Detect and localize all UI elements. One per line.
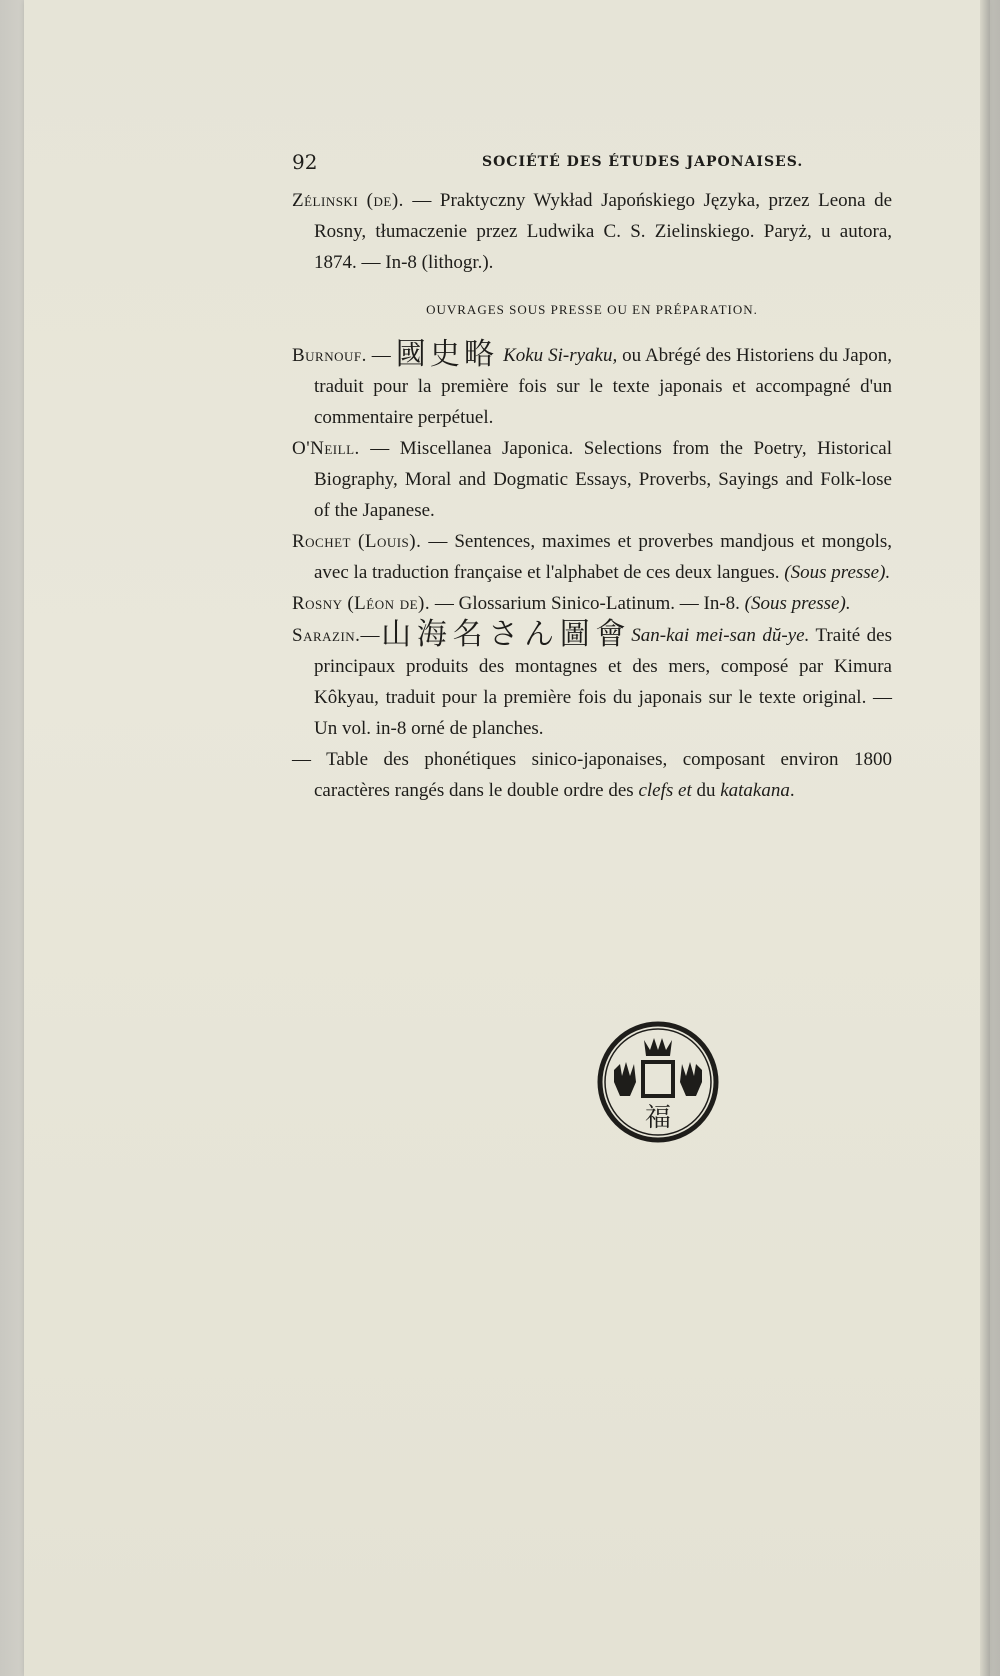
entry-sarazin	[292, 619, 892, 744]
entry-zelinski	[292, 185, 892, 278]
entry-cjk-title: 國史略	[395, 337, 499, 372]
seal-stamp-icon	[596, 1020, 720, 1144]
page-number: 92	[292, 150, 318, 174]
entry-rosny	[292, 588, 892, 619]
entry-oneill	[292, 433, 892, 526]
entry-romanized-title: Koku Si-ryaku,	[498, 345, 618, 366]
running-title: SOCIÉTÉ DES ÉTUDES JAPONAISES.	[482, 154, 804, 170]
page-edge	[980, 0, 990, 1676]
entry-author: Zélinski	[292, 190, 359, 211]
entry-status: (Sous presse).	[744, 593, 851, 614]
entry-romanized-title: San-kai mei-san dŭ-ye.	[631, 625, 810, 646]
entry-author: Burnouf.	[292, 345, 367, 366]
entry-text: — Glossarium Sinico-Latinum. — In-8.	[430, 593, 740, 614]
entry-text: — Sentences, maximes et proverbes mandjous et mongols, avec la traduction française et l'alphabet de ces deux langues.	[314, 531, 893, 583]
entry-author-suffix: (Léon de).	[347, 593, 431, 614]
entry-cjk-title: 山海名さん圖會	[379, 617, 632, 652]
entry-author: O'Neill.	[292, 438, 360, 459]
entry-italic-2: katakana	[720, 780, 790, 801]
running-head	[292, 150, 852, 178]
seal-character: 福	[644, 1103, 672, 1133]
entry-text: — Miscellanea Japonica. Selections from the Poetry, Historical Biography, Moral and Dogmatic Essays, Proverbs, Sayings and Folk-lose of the Japanese.	[314, 438, 892, 521]
entry-author-suffix: (de).	[366, 190, 404, 211]
entry-table-phonetiques	[292, 744, 892, 806]
entry-text: Traité des principaux produits des montagnes et des mers, composé par Kimura Kôkyau, traduit pour la première fois du japonais sur le texte original. — Un vol. in-8 orné de planches.	[314, 625, 892, 739]
book-page	[24, 0, 984, 1676]
entry-author: Rosny	[292, 593, 343, 614]
entry-rochet	[292, 526, 892, 588]
entry-dash: —	[366, 345, 396, 366]
entry-text: — Praktyczny Wykład Japońskiego Języka, przez Leona de Rosny, tłumaczenie przez Ludwika C. S. Zielinskiego. Paryż, u autora, 1874. — In-8 (lithogr.).	[314, 190, 893, 273]
entry-dash: —	[360, 625, 380, 646]
text-block	[292, 185, 892, 806]
section-heading: OUVRAGES SOUS PRESSE OU EN PRÉPARATION.	[426, 302, 758, 317]
entry-burnouf	[292, 339, 892, 433]
entry-text-2: du	[691, 780, 721, 801]
entry-text: ou Abrégé des Historiens du Japon, traduit pour la première fois sur le texte japonais et accompagné d'un commentaire perpétuel.	[314, 345, 892, 428]
entry-status: (Sous presse).	[784, 562, 891, 583]
entry-text-3: .	[789, 780, 795, 801]
entry-text: — Table des phonétiques sinico-japonaises, composant environ 1800 caractères rangés dans le double ordre des	[292, 749, 892, 801]
entry-italic: clefs et	[638, 780, 692, 801]
entry-author: Sarazin.	[292, 625, 361, 646]
entry-author: Rochet	[292, 531, 352, 552]
entry-author-suffix: (Louis).	[358, 531, 422, 552]
